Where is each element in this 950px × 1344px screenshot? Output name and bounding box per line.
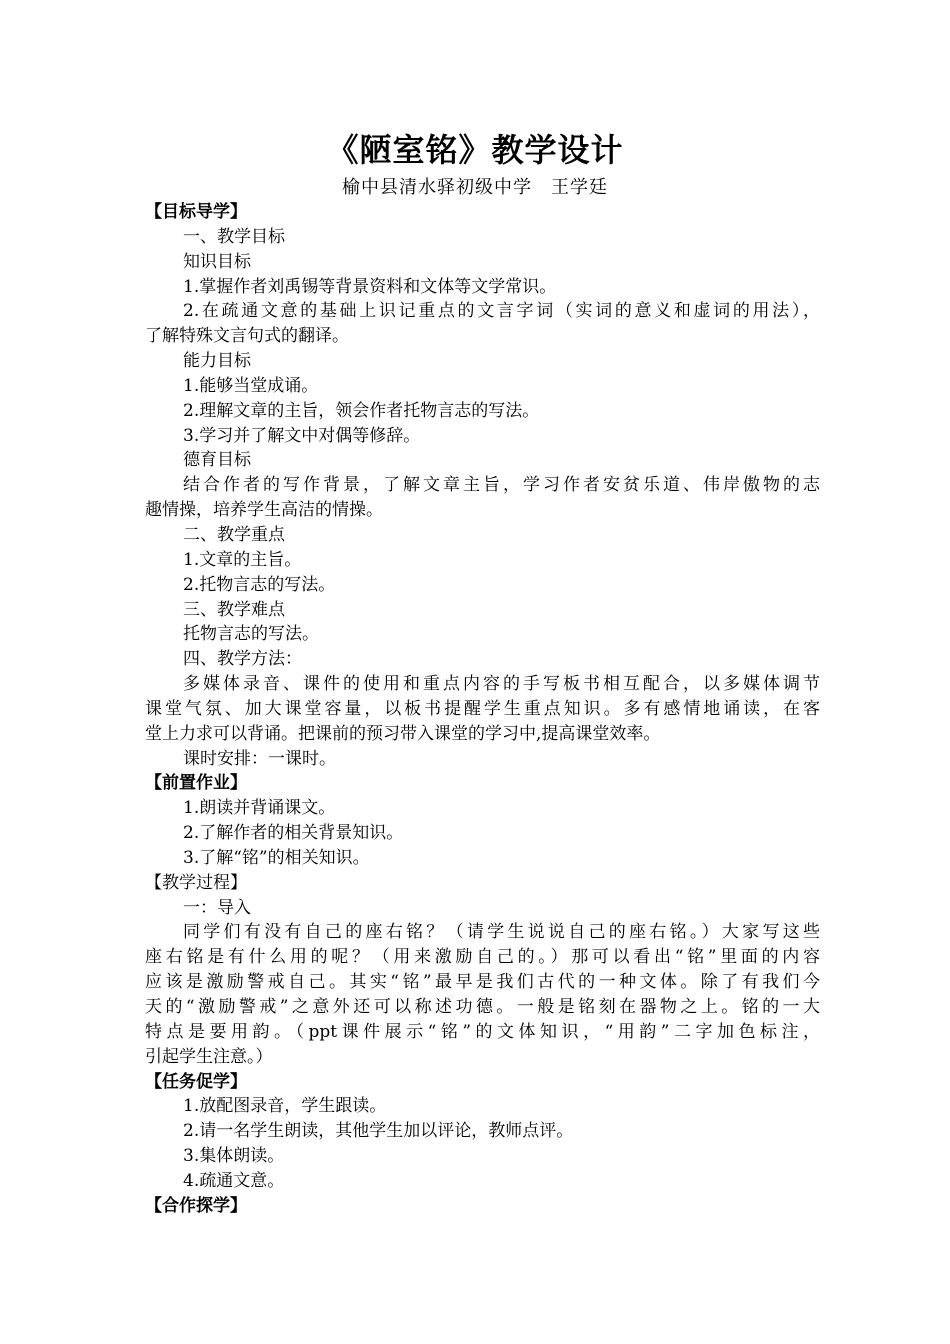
paragraph-line: 趣情操，培养学生高洁的情操。 (145, 500, 383, 521)
document-title: 《陋室铭》教学设计 (326, 131, 624, 169)
section-heading: 【目标导学】 (145, 202, 247, 222)
paragraph-line: 3.学习并了解文中对偶等修辞。 (183, 425, 421, 446)
paragraph-line: 2.在疏通文意的基础上识记重点的文言字词（实词的意义和虚词的用法）， (183, 301, 820, 322)
section-heading: 【前置作业】 (145, 773, 247, 794)
paragraph-line: 1.放配图录音，学生跟读。 (183, 1096, 387, 1117)
paragraph-line: 结合作者的写作背景，了解文章主旨，学习作者安贫乐道、伟岸傲物的志 (183, 475, 820, 496)
paragraph-line: 4.疏通文意。 (183, 1170, 285, 1191)
paragraph-line: 座右铭是有什么用的呢？（用来激励自己的。）那可以看出“铭”里面的内容 (145, 947, 820, 968)
paragraph-line: 特点是要用韵。（ppt课件展示“铭”的文体知识，“用韵”二字加色标注， (145, 1021, 820, 1042)
paragraph-line: 四、教学方法： (183, 649, 302, 670)
paragraph-line: 托物言志的写法。 (183, 624, 319, 645)
section-heading: 【教学过程】 (145, 872, 247, 893)
paragraph-line: 应该是激励警戒自己。其实“铭”最早是我们古代的一种文体。除了有我们今 (145, 972, 820, 993)
paragraph-line: 1.朗读并背诵课文。 (183, 798, 336, 819)
paragraph-line: 3.集体朗读。 (183, 1146, 285, 1167)
paragraph-line: 一、教学目标 (183, 226, 285, 247)
paragraph-line: 2.请一名学生朗读，其他学生加以评论，教师点评。 (183, 1121, 574, 1142)
paragraph-line: 二、教学重点 (183, 524, 285, 545)
paragraph-line: 德育目标 (183, 450, 251, 471)
document-body (145, 200, 820, 1219)
paragraph-line: 1.能够当堂成诵。 (183, 375, 319, 396)
paragraph-line: 一：导入 (183, 897, 251, 918)
section-heading: 【任务促学】 (145, 1071, 247, 1092)
paragraph-line: 天的“激励警戒”之意外还可以称述功德。一般是铭刻在器物之上。铭的一大 (145, 997, 820, 1017)
paragraph-line: 了解特殊文言句式的翻译。 (145, 326, 349, 347)
paragraph-line: 1.掌握作者刘禹锡等背景资料和文体等文学常识。 (183, 276, 557, 297)
paragraph-line: 三、教学难点 (183, 599, 285, 620)
paragraph-line: 堂上力求可以背诵。把课前的预习带入课堂的学习中,提高课堂效率。 (145, 723, 661, 744)
document-author: 榆中县清水驿初级中学 王学廷 (342, 177, 608, 198)
paragraph-line: 引起学生注意。） (145, 1046, 273, 1067)
paragraph-line: 2.了解作者的相关背景知识。 (183, 823, 404, 844)
paragraph-line: 2.理解文章的主旨，领会作者托物言志的写法。 (183, 400, 540, 421)
paragraph-line: 同学们有没有自己的座右铭？（请学生说说自己的座右铭。）大家写这些 (183, 922, 820, 943)
paragraph-line: 课时安排：一课时。 (183, 748, 336, 769)
paragraph-line: 能力目标 (183, 351, 251, 372)
paragraph-line: 多媒体录音、课件的使用和重点内容的手写板书相互配合，以多媒体调节 (183, 674, 820, 695)
paragraph-line: 课堂气氛、加大课堂容量，以板书提醒学生重点知识。多有感情地诵读，在客 (145, 698, 820, 719)
paragraph-line: 1.文章的主旨。 (183, 549, 302, 570)
section-heading: 【合作探学】 (145, 1195, 247, 1216)
paragraph-line: 3.了解“铭”的相关知识。 (183, 847, 370, 868)
paragraph-line: 2.托物言志的写法。 (183, 574, 336, 595)
paragraph-line: 知识目标 (183, 251, 251, 272)
